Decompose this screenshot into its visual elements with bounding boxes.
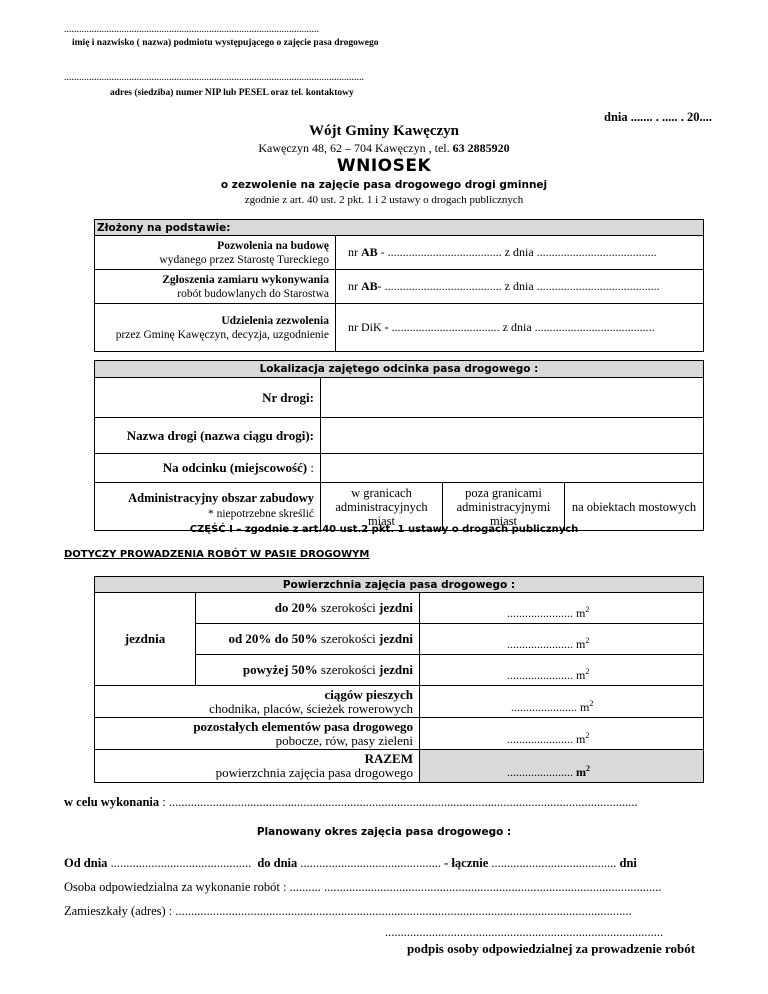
road-name-label: Nazwa drogi (nazwa ciągu drogi): [95,418,321,454]
roadway-up-to-20: do 20% szerokości jezdni [196,593,420,624]
form-subtitle: o zezwolenie na zajęcie pasa drogowego drogi gminnej [220,179,548,191]
basis-row-municipal-permit: Udzielenia zezwolenia przez Gminę Kawęczyn, decyzja, uzgodnienie [95,304,336,352]
roadway-over-50: powyżej 50% szerokości jezdni [196,655,420,686]
date-line: dnia ....... . ..... . 20.... [604,110,713,124]
basis-table [94,219,704,352]
part1-subheading: DOTYCZY PROWADZENIA ROBÓT W PASIE DROGOWYM [64,549,370,560]
part1-heading: CZĘŚĆ I – zgodnie z art.40 ust.2 pkt. 1 ustawy o drogach publicznych [189,524,579,535]
roadway-over-50-value[interactable]: ...................... $m^2$ [420,655,704,686]
area-table [94,576,704,783]
basis-row-municipal-permit-fill[interactable]: nr DiK - .................................... z dnia ........................................ [336,304,704,352]
road-number-field[interactable] [321,378,704,418]
sidewalks-value[interactable]: ...................... $m^2$ [420,686,704,718]
area-table-header: Powierzchnia zajęcia pasa drogowego : [95,577,704,593]
admin-area-label: Administracyjny obszar zabudowy * niepotrzebne skreślić [95,483,321,531]
signature-caption: podpis osoby odpowiedzialnej za prowadzenie robót [407,941,696,956]
basis-row-construction-notice-fill[interactable]: nr AB- ....................................... z dnia ......................................... [336,270,704,304]
roadway-20-to-50: od 20% do 50% szerokości jezdni [196,624,420,655]
applicant-address-dots: ........................................................................................................................ [64,72,364,83]
responsible-address-line[interactable]: Zamieszkały (adres) : .................................................................................................................................................. [64,904,632,918]
section-label: Na odcinku (miejscowość) : [95,454,321,483]
purpose-line[interactable]: w celu wykonania : ...................................................................................................................................................... [64,795,638,809]
basis-row-building-permit: Pozwolenia na budowę wydanego przez Starostę Tureckiego [95,236,336,270]
applicant-address-caption: adres (siedziba) numer NIP lub PESEL oraz tel. kontaktowy [110,88,354,98]
authority-title: Wójt Gminy Kawęczyn [309,123,459,139]
other-elements-label: pozostałych elementów pasa drogowego pobocze, rów, pasy zieleni [95,718,420,750]
total-label: RAZEM powierzchnia zajęcia pasa drogowego [95,750,420,783]
authority-address: Kawęczyn 48, 62 – 704 Kawęczyn , tel. 63 2885920 [258,141,510,155]
section-field[interactable] [321,454,704,483]
location-table [94,360,704,531]
total-value[interactable]: ...................... $m^2$ [420,750,704,783]
location-table-header: Lokalizacja zajętego odcinka pasa drogowego : [95,361,704,378]
basis-table-header: Złożony na podstawie: [95,220,704,236]
option-bridges[interactable]: na obiektach mostowych [565,483,704,531]
roadway-label: jezdnia [95,593,196,686]
road-number-label: Nr drogi: [95,378,321,418]
option-within-city[interactable]: w granicach administracyjnych miast [321,483,443,531]
other-elements-value[interactable]: ...................... $m^2$ [420,718,704,750]
responsible-person-line[interactable]: Osoba odpowiedzialna za wykonanie robót : .......... ............................................................................................................ [64,880,662,894]
period-line[interactable]: Od dnia ............................................. do dnia ............................................. - łącznie ........................................ dni [64,856,637,870]
sidewalks-label: ciągów pieszych chodnika, placów, ścieżek rowerowych [95,686,420,718]
period-header: Planowany okres zajęcia pasa drogowego : [256,826,512,838]
form-title: WNIOSEK [336,156,432,176]
form-basis: zgodnie z art. 40 ust. 2 pkt. 1 i 2 ustawy o drogach publicznych [244,194,524,206]
basis-row-construction-notice: Zgłoszenia zamiaru wykonywania robót budowlanych do Starostwa [95,270,336,304]
road-name-field[interactable] [321,418,704,454]
applicant-name-dots: ...................................................................................................... [64,24,319,35]
basis-row-building-permit-fill[interactable]: nr AB - ...................................... z dnia ........................................ [336,236,704,270]
roadway-20-to-50-value[interactable]: ...................... $m^2$ [420,624,704,655]
roadway-up-to-20-value[interactable]: ...................... $m^2$ [420,593,704,624]
applicant-name-caption: imię i nazwisko ( nazwa) podmiotu występującego o zajęcie pasa drogowego [72,38,379,48]
signature-dots[interactable]: ......................................................................................... [385,925,664,939]
option-outside-city[interactable]: poza granicami administracyjnymi miast [443,483,565,531]
authority-phone: 63 2885920 [452,141,510,155]
